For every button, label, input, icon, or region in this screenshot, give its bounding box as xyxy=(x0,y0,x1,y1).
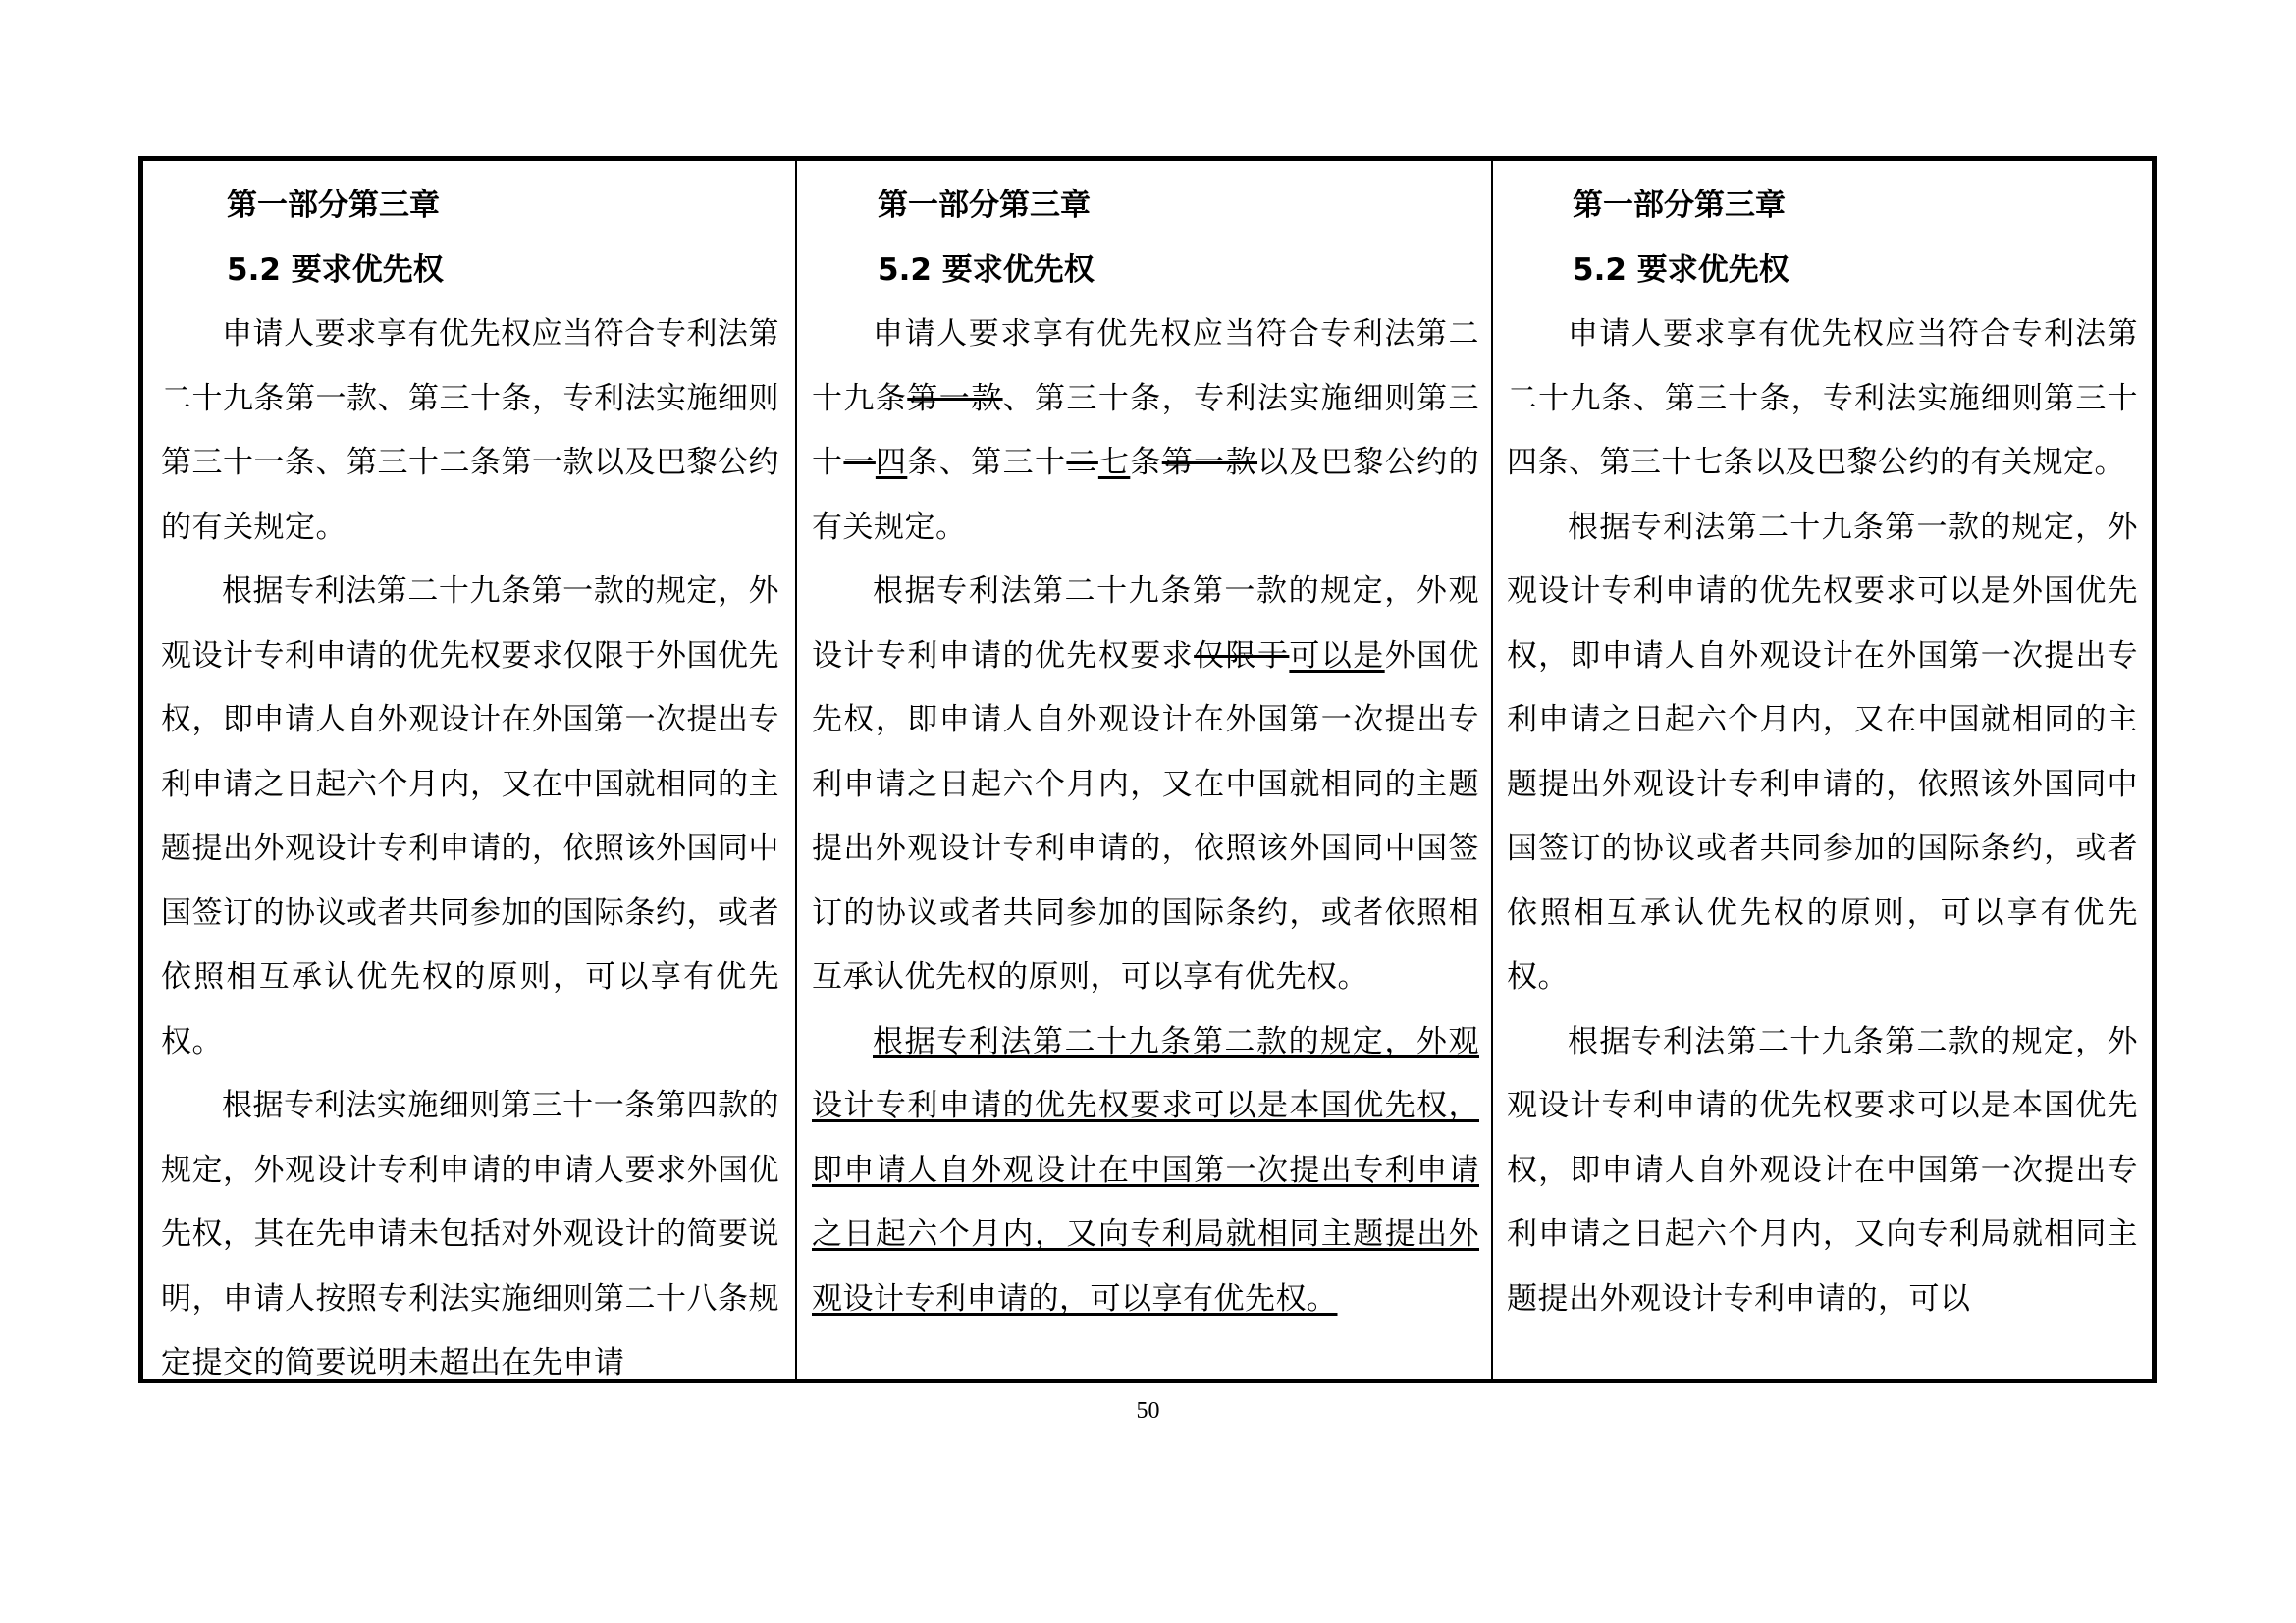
paragraph xyxy=(812,560,1479,1010)
chapter-heading: 第一部分第三章 xyxy=(1573,188,1786,223)
section-heading: 5.2 要求优先权 xyxy=(878,252,1095,288)
comparison-table xyxy=(138,156,2157,1383)
deleted-text: 一 xyxy=(843,445,876,480)
column-revision-marked xyxy=(797,161,1493,1379)
paragraph: 根据专利法第二十九条第一款的规定，外观设计专利申请的优先权要求可以是外国优先权，即申请人自外观设计在外国第一次提出专利申请之日起六个月内，又在中国就相同的主题提出外观设计专利申请的，依照该外国同中国签订的协议或者共同参加的国际条约，或者依照相互承认优先权的原则，可以享有优先权。 xyxy=(1507,509,2138,995)
paragraph: 申请人要求享有优先权应当符合专利法第二十九条第一款、第三十条，专利法实施细则第三十一条、第三十二条第一款以及巴黎公约的有关规定。 xyxy=(161,316,779,545)
inserted-text: 七 xyxy=(1097,445,1131,480)
text-segment: 条、第三十 xyxy=(907,445,1067,480)
paragraph: 根据专利法第二十九条第一款的规定，外观设计专利申请的优先权要求仅限于外国优先权，即申请人自外观设计在外国第一次提出专利申请之日起六个月内，又在中国就相同的主题提出外观设计专利申请的，依照该外国同中国签订的协议或者共同参加的国际条约，或者依照相互承认优先权的原则，可以享有优先权。 xyxy=(161,573,779,1059)
chapter-heading: 第一部分第三章 xyxy=(227,188,440,223)
paragraph: 根据专利法实施细则第三十一条第四款的规定，外观设计专利申请的申请人要求外国优先权，其在先申请未包括对外观设计的简要说明，申请人按照专利法实施细则第二十八条规定提交的简要说明未超出在先申请 xyxy=(161,1088,779,1379)
inserted-text: 根据专利法第二十九条第二款的规定，外观设计专利申请的优先权要求可以是本国优先权，即申请人自外观设计在中国第一次提出专利申请之日起六个月内，又向专利局就相同主题提出外观设计专利申请的，可以享有优先权。 xyxy=(812,1023,1479,1317)
paragraph: 根据专利法第二十九条第二款的规定，外观设计专利申请的优先权要求可以是本国优先权，即申请人自外观设计在中国第一次提出专利申请之日起六个月内，又向专利局就相同主题提出外观设计专利申请的，可以 xyxy=(1507,1023,2138,1317)
text-segment: 申请人要求享有优先权应当符合专利法第二十九条 xyxy=(812,316,1479,416)
inserted-text: 可以是 xyxy=(1289,637,1385,674)
paragraph: 申请人要求享有优先权应当符合专利法第二十九条、第三十条，专利法实施细则第三十四条、第三十七条以及巴黎公约的有关规定。 xyxy=(1507,316,2138,480)
text-segment: 、第三十条，专利法实施细则第三十 xyxy=(812,380,1480,480)
deleted-text: 第一款 xyxy=(1161,445,1258,480)
paragraph xyxy=(812,302,1479,560)
chapter-heading: 第一部分第三章 xyxy=(878,188,1091,223)
section-heading: 5.2 要求优先权 xyxy=(227,252,444,288)
page-number: 50 xyxy=(1136,1398,1160,1424)
section-heading: 5.2 要求优先权 xyxy=(1573,252,1789,288)
deleted-text: 第一款 xyxy=(907,380,1003,416)
text-segment: 根据专利法第二十九条第一款的规定，外观设计专利申请的优先权要求 xyxy=(812,573,1479,674)
text-segment: 以及巴黎公约的有关规定。 xyxy=(812,445,1480,545)
paragraph xyxy=(812,1010,1479,1332)
column-original xyxy=(143,161,797,1379)
deleted-text: 仅限于 xyxy=(1194,637,1290,674)
deleted-text: 二 xyxy=(1066,445,1098,480)
text-segment: 外国优先权，即申请人自外观设计在外国第一次提出专利申请之日起六个月内，又在中国就相同的主题提出外观设计专利申请的，依照该外国同中国签订的协议或者共同参加的国际条约，或者依照相互承认优先权的原则，可以享有优先权。 xyxy=(812,637,1480,995)
text-segment: 条 xyxy=(1130,445,1162,480)
column-revised xyxy=(1493,161,2152,1379)
inserted-text: 四 xyxy=(875,445,908,480)
